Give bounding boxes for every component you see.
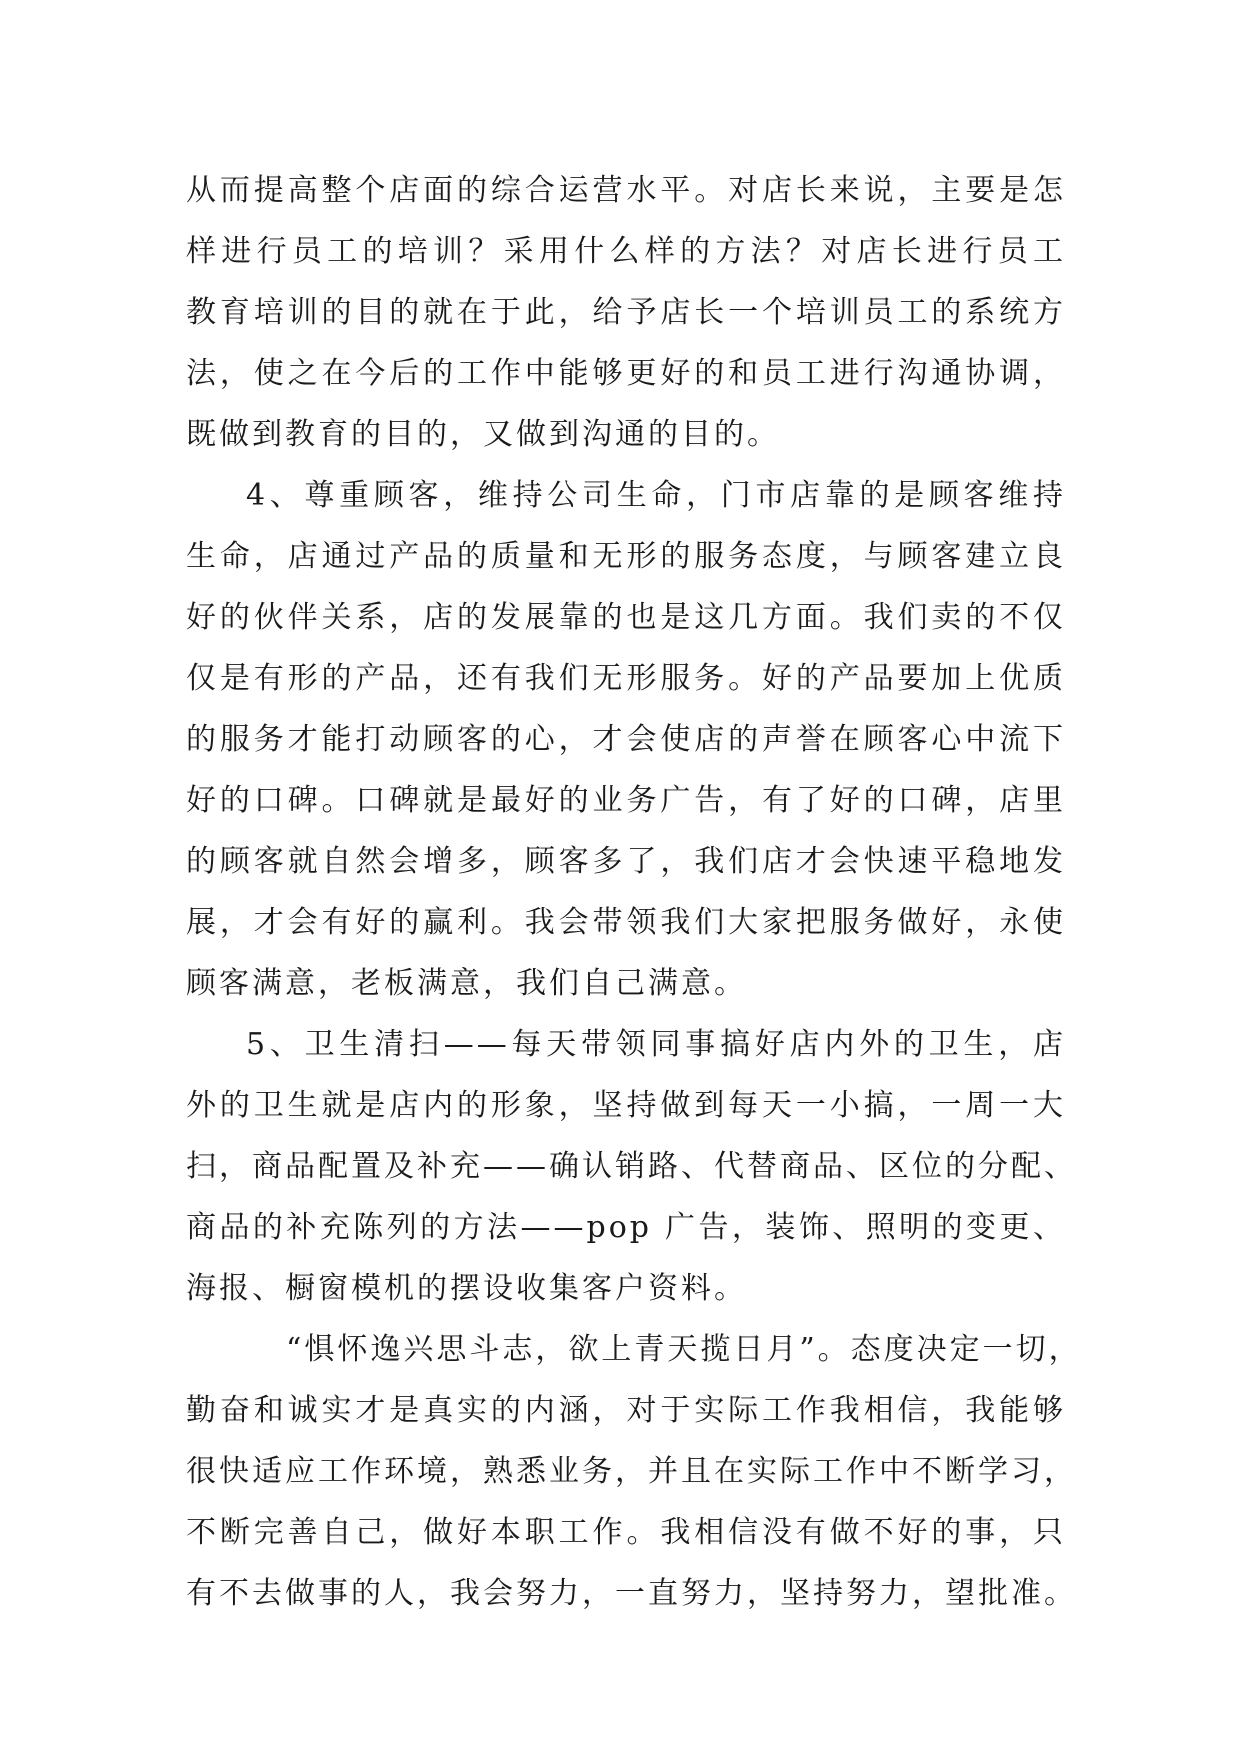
- text-line: 勤奋和诚实才是真实的内涵，对于实际工作我相信，我能够: [186, 1393, 1066, 1428]
- text-line: 不断完善自己，做好本职工作。我相信没有做不好的事，只: [186, 1515, 1066, 1550]
- text-line: 扫，商品配置及补充——确认销路、代替商品、区位的分配、: [186, 1149, 1077, 1184]
- text-line: 好的口碑。口碑就是最好的业务广告，有了好的口碑，店里: [186, 783, 1066, 818]
- text-line: 法，使之在今后的工作中能够更好的和员工进行沟通协调，: [186, 356, 1066, 391]
- text-line: 展，才会有好的赢利。我会带领我们大家把服务做好，永使: [186, 905, 1066, 940]
- text-line: 既做到教育的目的，又做到沟通的目的。: [186, 417, 780, 452]
- document-body: [186, 160, 1082, 1624]
- text-line: 顾客满意，老板满意，我们自己满意。: [186, 966, 747, 1001]
- text-line: 商品的补充陈列的方法——pop 广告，装饰、照明的变更、: [186, 1210, 1066, 1245]
- text-line: 5、卫生清扫——每天带领同事搞好店内外的卫生，店: [246, 1027, 1066, 1062]
- text-line: 生命，店通过产品的质量和无形的服务态度，与顾客建立良: [186, 539, 1066, 574]
- text-line: 海报、橱窗模机的摆设收集客户资料。: [186, 1271, 747, 1306]
- text-line: 的顾客就自然会增多，顾客多了，我们店才会快速平稳地发: [186, 844, 1066, 879]
- text-line: 好的伙伴关系，店的发展靠的也是这几方面。我们卖的不仅: [186, 600, 1066, 635]
- text-line: 有不去做事的人，我会努力，一直努力，坚持努力，望批准。: [186, 1576, 1077, 1611]
- text-line: “惧怀逸兴思斗志，欲上青天揽日月”。态度决定一切，: [286, 1332, 1082, 1367]
- text-line: 外的卫生就是店内的形象，坚持做到每天一小搞，一周一大: [186, 1088, 1066, 1123]
- text-line: 教育培训的目的就在于此，给予店长一个培训员工的系统方: [186, 295, 1066, 330]
- text-line: 的服务才能打动顾客的心，才会使店的声誉在顾客心中流下: [186, 722, 1066, 757]
- text-line: 样进行员工的培训？采用什么样的方法？对店长进行员工: [186, 234, 1066, 269]
- text-line: 4、尊重顾客，维持公司生命，门市店靠的是顾客维持: [246, 478, 1066, 513]
- text-line: 仅是有形的产品，还有我们无形服务。好的产品要加上优质: [186, 661, 1066, 696]
- text-line: 很快适应工作环境，熟悉业务，并且在实际工作中不断学习，: [186, 1454, 1077, 1489]
- text-line: 从而提高整个店面的综合运营水平。对店长来说，主要是怎: [186, 173, 1066, 208]
